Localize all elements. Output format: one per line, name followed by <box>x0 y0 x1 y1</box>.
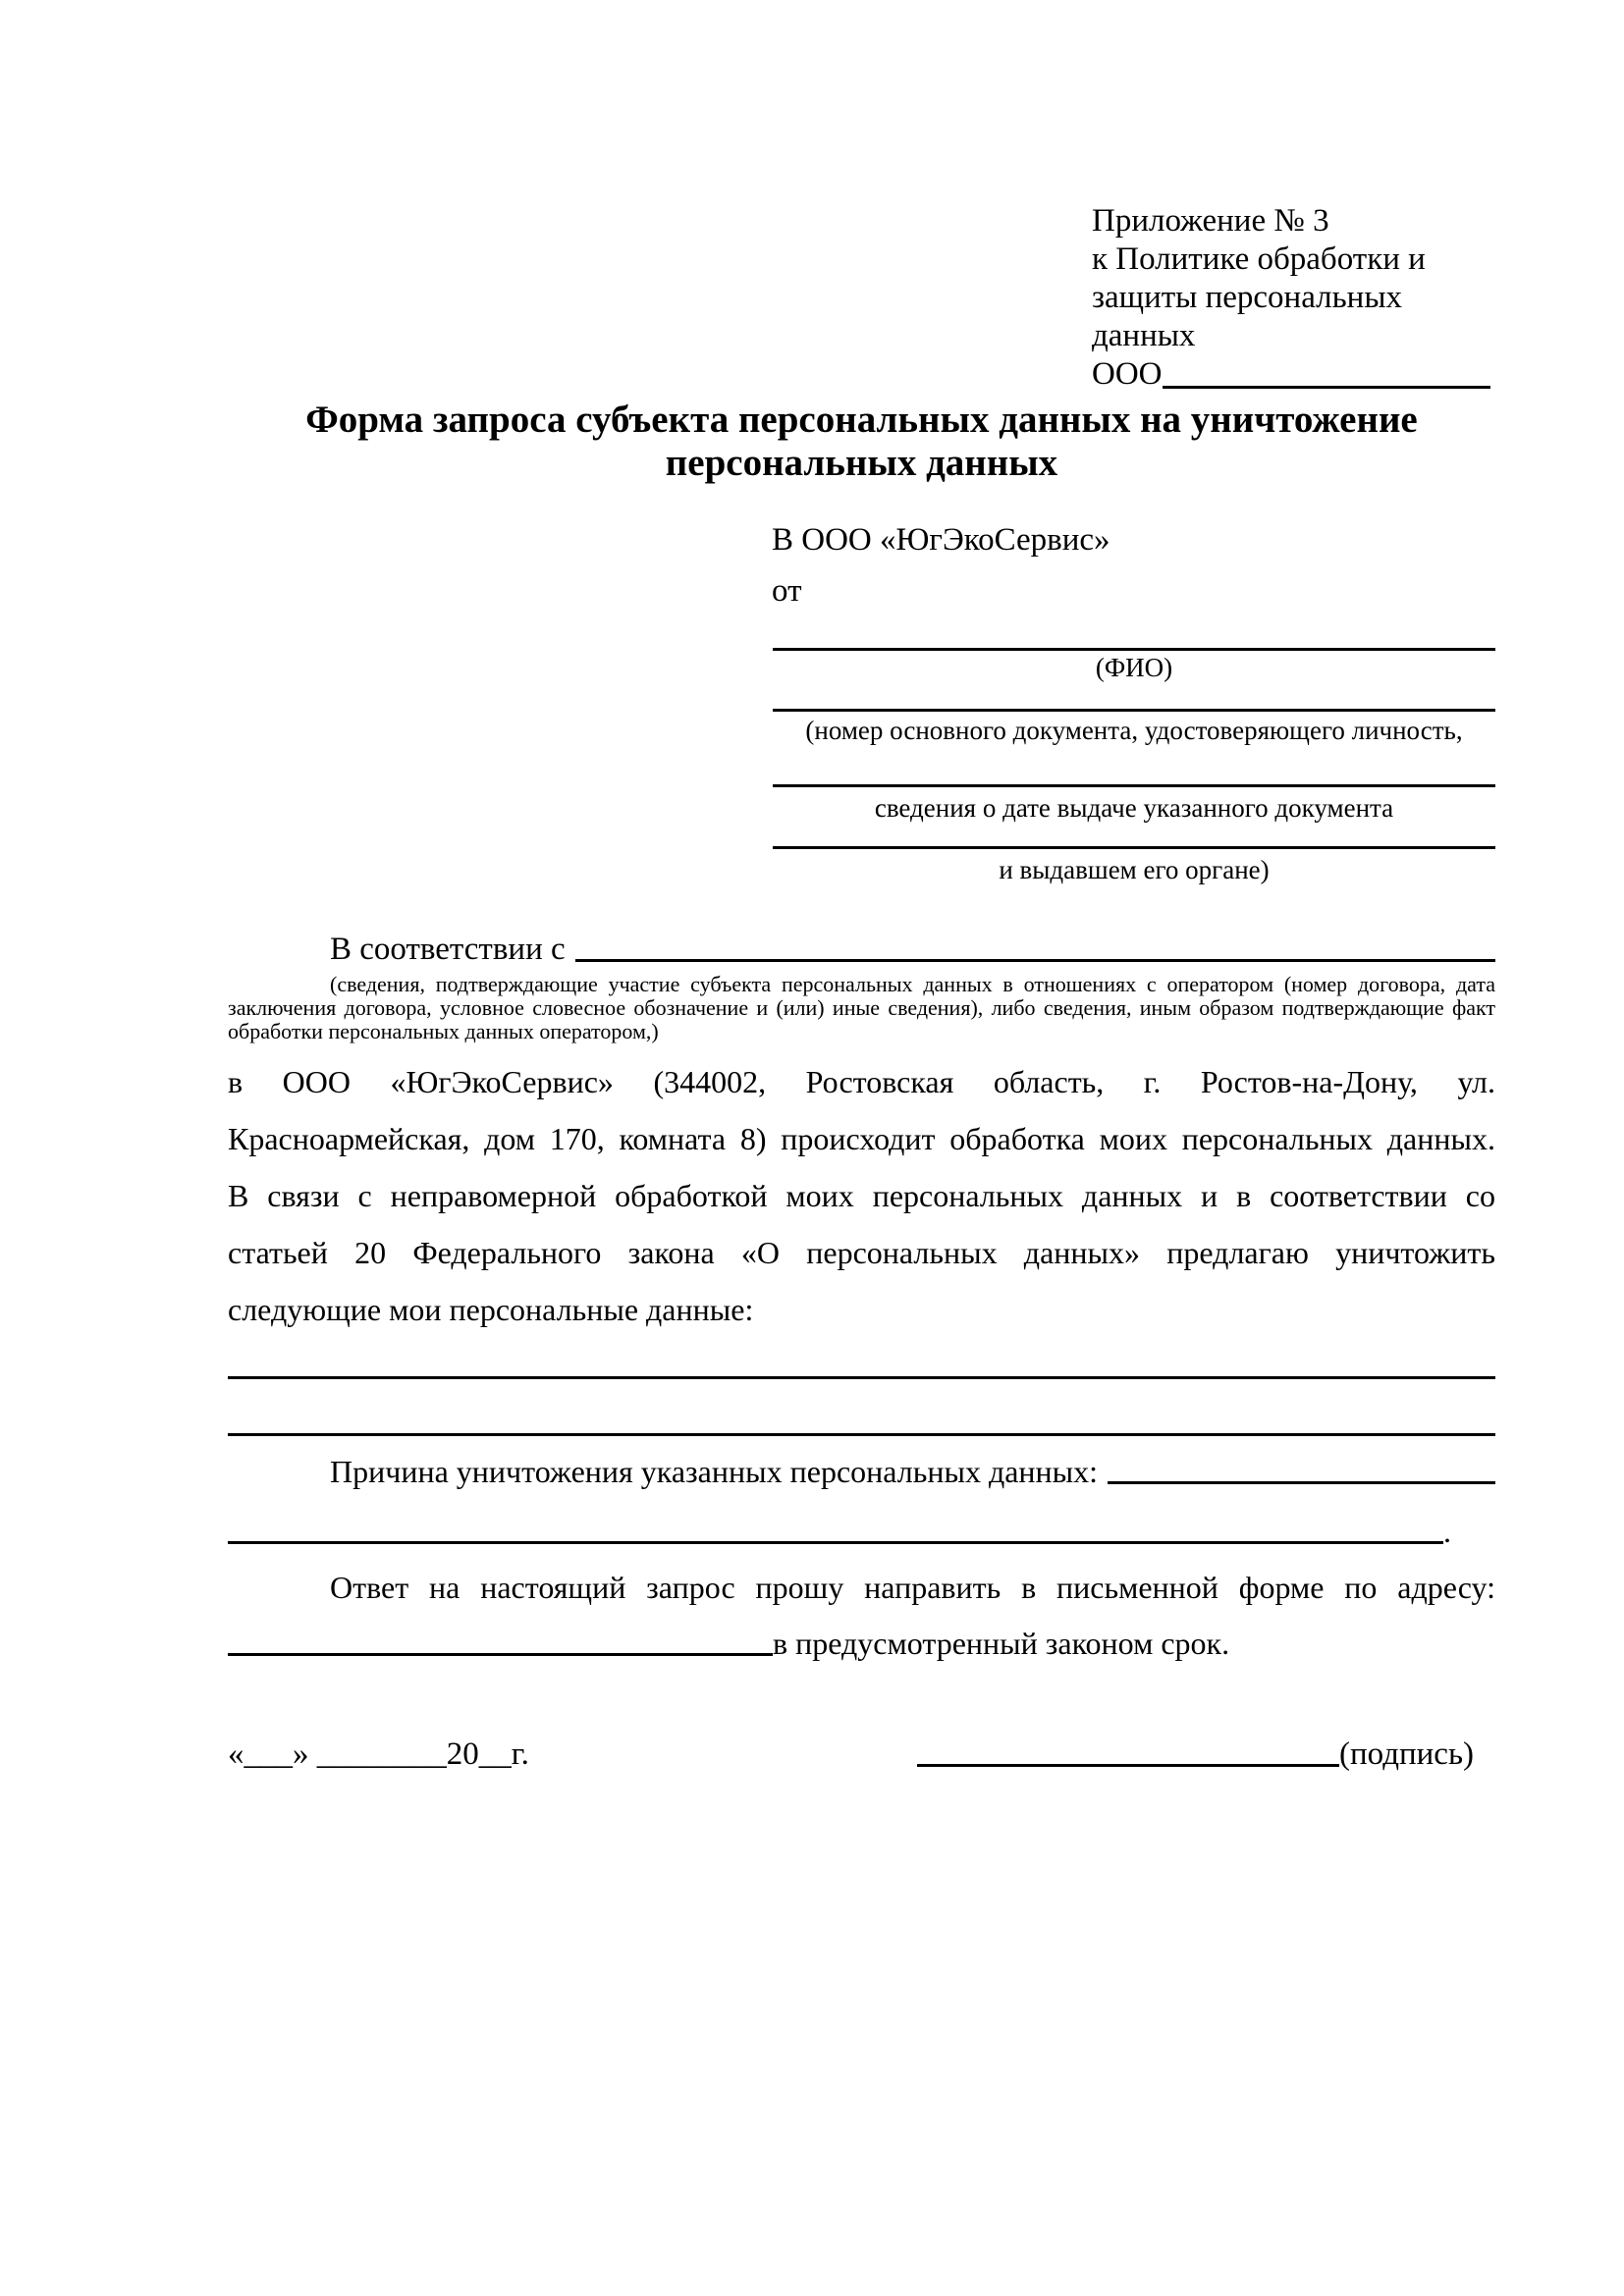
reason-period: . <box>1443 1514 1451 1549</box>
policy-reference-line2: защиты персональных данных <box>1092 280 1402 353</box>
policy-reference-line1: к Политике обработки и <box>1092 241 1426 277</box>
address-blank-line <box>228 1621 773 1666</box>
document-title-line2: персональных данных <box>665 442 1058 484</box>
reason-continuation-blank-line <box>228 1509 1443 1554</box>
body-line5: следующие мои персональные данные: <box>228 1292 754 1327</box>
signature-caption: (подпись) <box>1339 1736 1474 1772</box>
signature-row <box>917 1732 1474 1777</box>
issue-date-caption: сведения о дате выдаче указанного документа <box>874 793 1394 823</box>
accordance-note <box>228 973 1495 1043</box>
company-name-label: ООО <box>1092 356 1163 392</box>
signature-blank-line <box>917 1732 1339 1777</box>
accordance-note-line2: заключения договора, условное словесное обозначение и (или) иные сведения), либо сведения, иным образом подтверждающие факт <box>228 995 1495 1020</box>
document-title-line1: Форма запроса субъекта персональных данных на уничтожение <box>305 399 1418 441</box>
answer-line2-tail: в предусмотренный законом срок. <box>773 1626 1230 1661</box>
fio-blank-line <box>773 648 1495 651</box>
accordance-note-line3: обработки персональных данных оператором,) <box>228 1019 659 1043</box>
appendix-number: Приложение № 3 <box>1092 203 1329 239</box>
date-field: «___» ________20__г. <box>228 1736 529 1772</box>
body-line1: в ООО «ЮгЭкоСервис» (344002, Ростовская область, г. Ростов-на-Дону, ул. <box>228 1064 1495 1099</box>
issuer-blank-line <box>773 846 1495 849</box>
body-line4: статьей 20 Федерального закона «О персональных данных» предлагаю уничтожить <box>228 1235 1495 1270</box>
issuer-caption: и выдавшем его органе) <box>999 855 1270 884</box>
recipient-company: В ООО «ЮгЭкоСервис» <box>772 522 1110 558</box>
company-name-row <box>1092 355 1490 394</box>
body-line3: В связи с неправомерной обработкой моих персональных данных и в соответствии со <box>228 1178 1495 1213</box>
issue-date-blank-line <box>773 784 1495 787</box>
answer-row2 <box>228 1621 1495 1666</box>
document-title <box>228 399 1495 485</box>
body-paragraph <box>228 1053 1495 1338</box>
answer-line1: Ответ на настоящий запрос прошу направить в письменной форме по адресу: <box>330 1570 1495 1605</box>
body-line2: Красноармейская, дом 170, комната 8) происходит обработка моих персональных данных. <box>228 1121 1495 1156</box>
company-name-blank-line <box>1163 355 1491 394</box>
document-number-caption: (номер основного документа, удостоверяющего личность, <box>805 716 1463 745</box>
data-blank-line-2 <box>228 1433 1495 1436</box>
accordance-lead: В соответствии с <box>330 932 566 967</box>
reason-row <box>330 1449 1495 1494</box>
reason-blank-line <box>1108 1449 1495 1494</box>
appendix-header <box>1092 202 1490 394</box>
reason-continuation-row <box>228 1509 1495 1554</box>
reason-lead: Причина уничтожения указанных персональных данных: <box>330 1454 1099 1489</box>
accordance-blank-line <box>575 927 1495 972</box>
data-blank-line-1 <box>228 1376 1495 1379</box>
fio-caption: (ФИО) <box>1095 653 1173 682</box>
from-label: от <box>772 573 802 609</box>
accordance-row <box>330 927 1495 972</box>
document-number-blank-line <box>773 709 1495 712</box>
accordance-note-line1: (сведения, подтверждающие участие субъекта персональных данных в отношениях с оператором (номер договора, дата <box>330 972 1495 996</box>
